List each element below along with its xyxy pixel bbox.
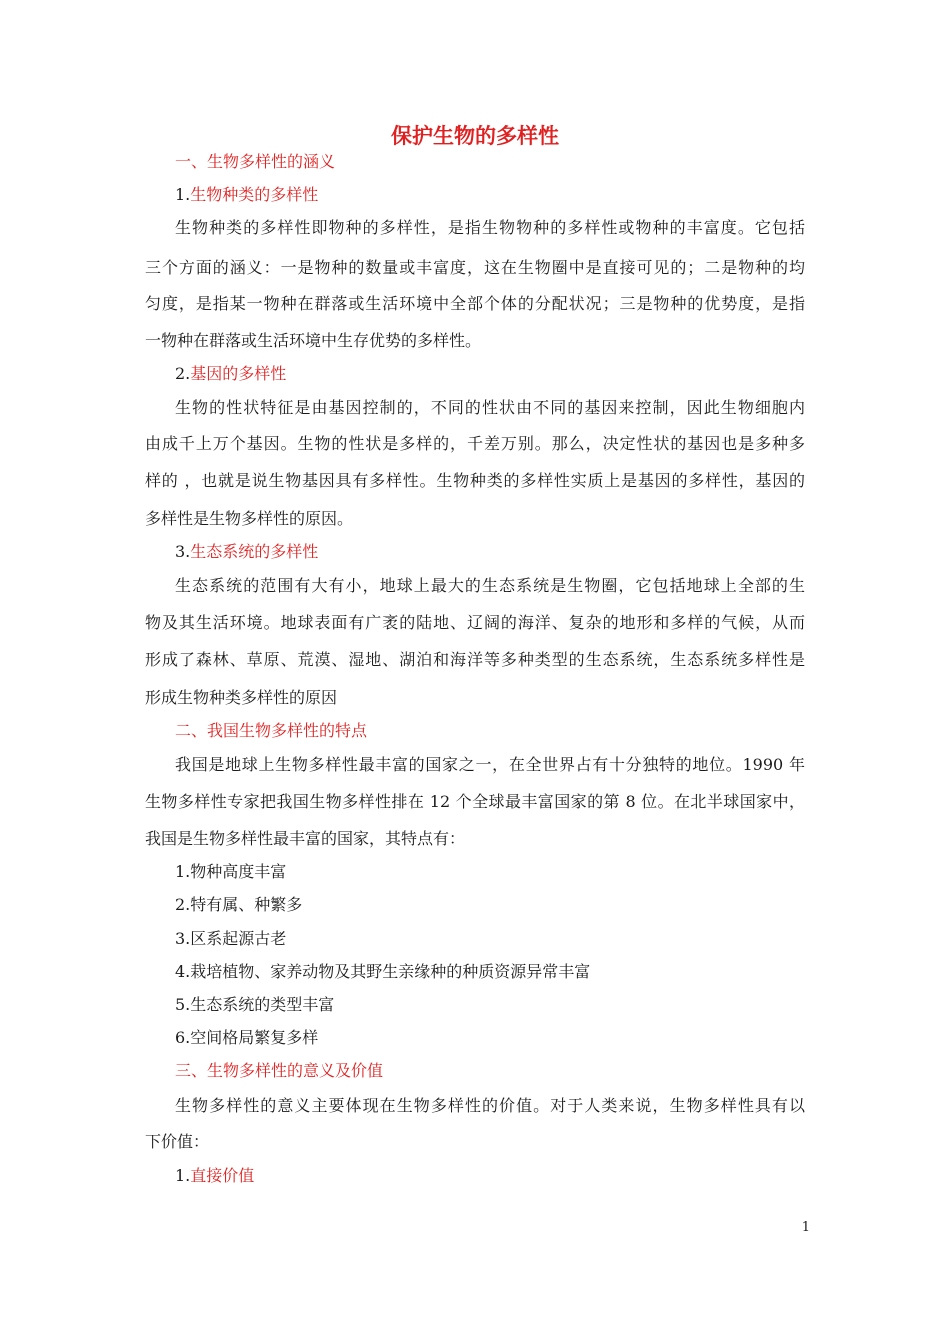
- paragraph-line: 生物的性状特征是由基因控制的，不同的性状由不同的基因来控制，因此生物细胞内: [175, 398, 805, 417]
- paragraph-line: 匀度，是指某一物种在群落或生活环境中全部个体的分配状况；三是物种的优势度，是指: [145, 294, 805, 313]
- subheading-title: 生物种类的多样性: [190, 185, 319, 204]
- paragraph-line: 生态系统的范围有大有小，地球上最大的生态系统是生物圈，它包括地球上全部的生: [175, 576, 805, 595]
- subheading-3-1: [175, 1166, 254, 1186]
- page-number: 1: [801, 1220, 810, 1235]
- subheading-title: 直接价值: [190, 1166, 255, 1185]
- subheading-number: 3.: [175, 542, 191, 561]
- subheading-number: 1.: [175, 185, 191, 204]
- paragraph-line: 形成了森林、草原、荒漠、湿地、湖泊和海洋等多种类型的生态系统，生态系统多样性是: [145, 650, 805, 669]
- document-title: 保护生物的多样性: [391, 123, 559, 148]
- paragraph-line: 一物种在群落或生活环境中生存优势的多样性。: [145, 331, 482, 350]
- subheading-1-2: [175, 364, 286, 384]
- paragraph-line: 由成千上万个基因。生物的性状是多样的，千差万别。那么，决定性状的基因也是多种多: [145, 434, 805, 453]
- paragraph-line: 样的 ，也就是说生物基因具有多样性。生物种类的多样性实质上是基因的多样性，基因的: [145, 471, 805, 490]
- subheading-number: 2.: [175, 364, 191, 383]
- subheading-1-3: [175, 542, 318, 562]
- paragraph-line: 生物多样性的意义主要体现在生物多样性的价值。对于人类来说，生物多样性具有以: [175, 1096, 805, 1115]
- paragraph-line: 形成生物种类多样性的原因: [145, 688, 338, 707]
- paragraph-line: 物及其生活环境。地球表面有广袤的陆地、辽阔的海洋、复杂的地形和多样的气候，从而: [145, 613, 805, 632]
- list-item: 4.栽培植物、家养动物及其野生亲缘种的种质资源异常丰富: [175, 962, 591, 981]
- list-item: 3.区系起源古老: [175, 929, 287, 948]
- subheading-number: 1.: [175, 1166, 191, 1185]
- section-heading-1: 一、生物多样性的涵义: [175, 152, 336, 171]
- paragraph-line: 三个方面的涵义：一是物种的数量或丰富度，这在生物圈中是直接可见的；二是物种的均: [145, 258, 805, 277]
- list-item: 5.生态系统的类型丰富: [175, 995, 335, 1014]
- list-item: 2.特有属、种繁多: [175, 895, 303, 914]
- section-heading-2: 二、我国生物多样性的特点: [175, 721, 368, 740]
- paragraph-line: 生物多样性专家把我国生物多样性排在 12 个全球最丰富国家的第 8 位。在北半球国家中，: [145, 792, 805, 811]
- paragraph-line: 多样性是生物多样性的原因。: [145, 509, 354, 528]
- paragraph-line: 我国是生物多样性最丰富的国家，其特点有：: [145, 829, 466, 848]
- list-item: 1.物种高度丰富: [175, 862, 287, 881]
- paragraph-line: 我国是地球上生物多样性最丰富的国家之一，在全世界占有十分独特的地位。1990 年: [175, 755, 805, 774]
- paragraph-line: 下价值：: [145, 1132, 210, 1151]
- subheading-1-1: [175, 185, 318, 205]
- section-heading-3: 三、生物多样性的意义及价值: [175, 1061, 384, 1080]
- paragraph-line: 生物种类的多样性即物种的多样性，是指生物物种的多样性或物种的丰富度。它包括: [175, 218, 805, 237]
- list-item: 6.空间格局繁复多样: [175, 1028, 319, 1047]
- subheading-title: 基因的多样性: [190, 364, 287, 383]
- subheading-title: 生态系统的多样性: [190, 542, 319, 561]
